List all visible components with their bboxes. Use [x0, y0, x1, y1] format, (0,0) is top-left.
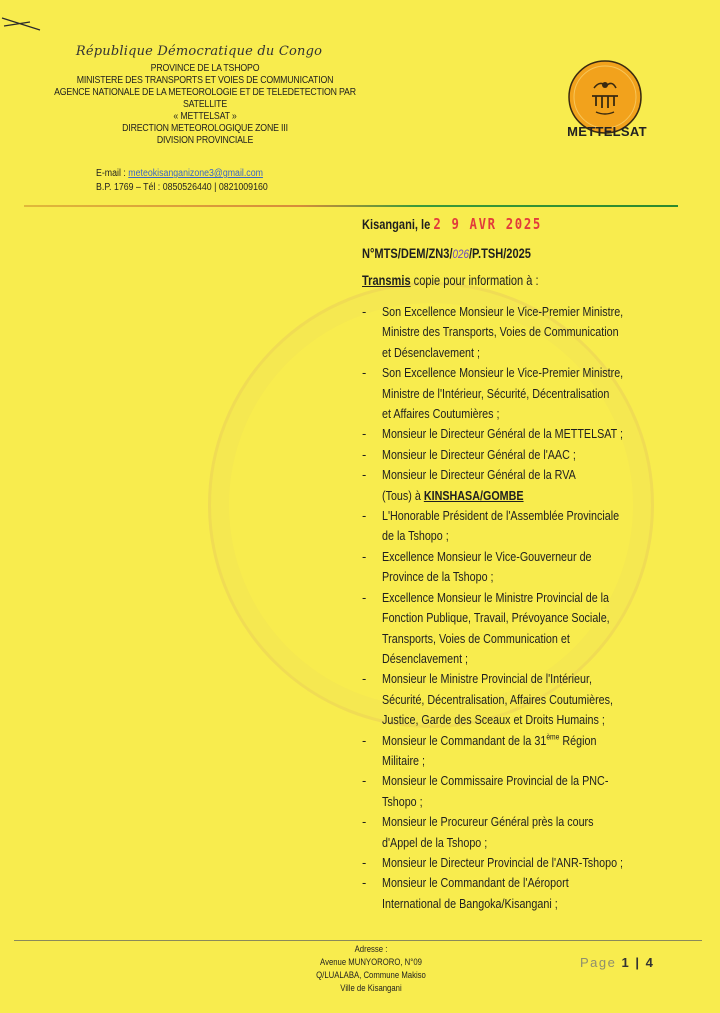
ref-suffix: /P.TSH/2025 — [468, 246, 531, 261]
address-street: Avenue MUNYORORO, N°09 — [320, 957, 422, 967]
date-stamp: 2 9 AVR 2025 — [433, 215, 542, 233]
republic-title: République Démocratique du Congo — [75, 44, 323, 59]
page-label: Page — [580, 955, 617, 970]
letterhead-line-ministry: MINISTERE DES TRANSPORTS ET VOIES DE COMMUNICATION — [76, 75, 334, 86]
list-item: - Monsieur le Procureur Général près la cours d'Appel de la Tshopo ; — [362, 814, 594, 850]
ref-prefix: N°MTS/DEM/ZN3/ — [362, 246, 453, 261]
date-line — [362, 215, 624, 239]
letter-body — [362, 215, 682, 914]
list-item: - Son Excellence Monsieur le Vice-Premier Ministre, Ministre de l'Intérieur, Sécurité, Décentralisation et Affaires Coutumières ; — [362, 365, 624, 422]
logo-name: METTELSAT — [567, 124, 647, 139]
page-separator: | — [635, 955, 641, 970]
transmis-rest: copie pour information à : — [410, 273, 539, 288]
address-label: Adresse : — [354, 944, 388, 954]
footer-divider — [14, 940, 702, 941]
header-divider — [24, 205, 678, 207]
list-item: - L'Honorable Président de l'Assemblée Provinciale de la Tshopo ; — [362, 508, 620, 544]
footer-address — [307, 943, 436, 995]
list-item: - Monsieur le Directeur Général de l'AAC ; — [362, 446, 576, 462]
list-item: - Son Excellence Monsieur le Vice-Premier Ministre, Ministre des Transports, Voies de Communication et Désenclavement ; — [362, 304, 624, 360]
letterhead-line-province: PROVINCE DE LA TSHOPO — [150, 63, 260, 74]
list-item: - Monsieur le Directeur Général de la RVA (Tous) à KINSHASA/GOMBE — [362, 467, 576, 503]
list-item: - Monsieur le Commandant de la 31ème Région Militaire ; — [362, 732, 597, 768]
address-district: Q/LUALABA, Commune Makiso — [316, 970, 426, 980]
email-label: E-mail : — [96, 168, 126, 179]
staple-mark-icon — [0, 0, 60, 40]
contact-block — [96, 167, 268, 195]
transmis-word: Transmis — [362, 273, 411, 288]
transmis-line — [362, 273, 624, 288]
letterhead-line-division: DIVISION PROVINCIALE — [156, 135, 254, 146]
ref-handwritten: 026 — [452, 247, 469, 261]
recipient-list — [362, 302, 682, 914]
reference-number — [362, 246, 624, 261]
list-item: - Monsieur le Directeur Général de la METTELSAT ; — [362, 426, 623, 442]
address-city: Ville de Kisangani — [340, 983, 402, 993]
list-item: - Monsieur le Commandant de l'Aéroport International de Bangoka/Kisangani ; — [362, 875, 569, 911]
letterhead-line-agency: AGENCE NATIONALE DE LA METEOROLOGIE ET DE TELEDETECTION PAR SATELLITE — [54, 87, 356, 110]
page-number — [580, 955, 654, 970]
postal-phone: B.P. 1769 – Tél : 0850526440 | 0821009160 — [96, 182, 268, 193]
letterhead-line-direction: DIRECTION METEOROLOGIQUE ZONE III — [122, 123, 288, 134]
list-item: - Monsieur le Directeur Provincial de l'ANR-Tshopo ; — [362, 854, 624, 870]
letterhead-line-acronym: « METTELSAT » — [173, 111, 237, 122]
kinshasa-gombe: KINSHASA/GOMBE — [423, 487, 524, 503]
letterhead — [20, 44, 390, 147]
page-current: 1 — [621, 955, 631, 970]
list-item: - Monsieur le Ministre Provincial de l'Intérieur, Sécurité, Décentralisation, Affaires Coutumières, Justice, Garde des Sceaux et Droits Humains ; — [362, 671, 614, 728]
list-item: - Excellence Monsieur le Ministre Provincial de la Fonction Publique, Travail, Prévoyance Sociale, Transports, Voies de Communication et Désenclavement ; — [362, 589, 610, 666]
place-prefix: Kisangani, le — [362, 217, 431, 232]
list-item: - Monsieur le Commissaire Provincial de la PNC- Tshopo ; — [362, 773, 609, 809]
list-item: - Excellence Monsieur le Vice-Gouverneur de Province de la Tshopo ; — [362, 548, 592, 585]
page-total: 4 — [645, 955, 655, 970]
email-link[interactable]: meteokisanganizone3@gmail.com — [128, 168, 263, 179]
